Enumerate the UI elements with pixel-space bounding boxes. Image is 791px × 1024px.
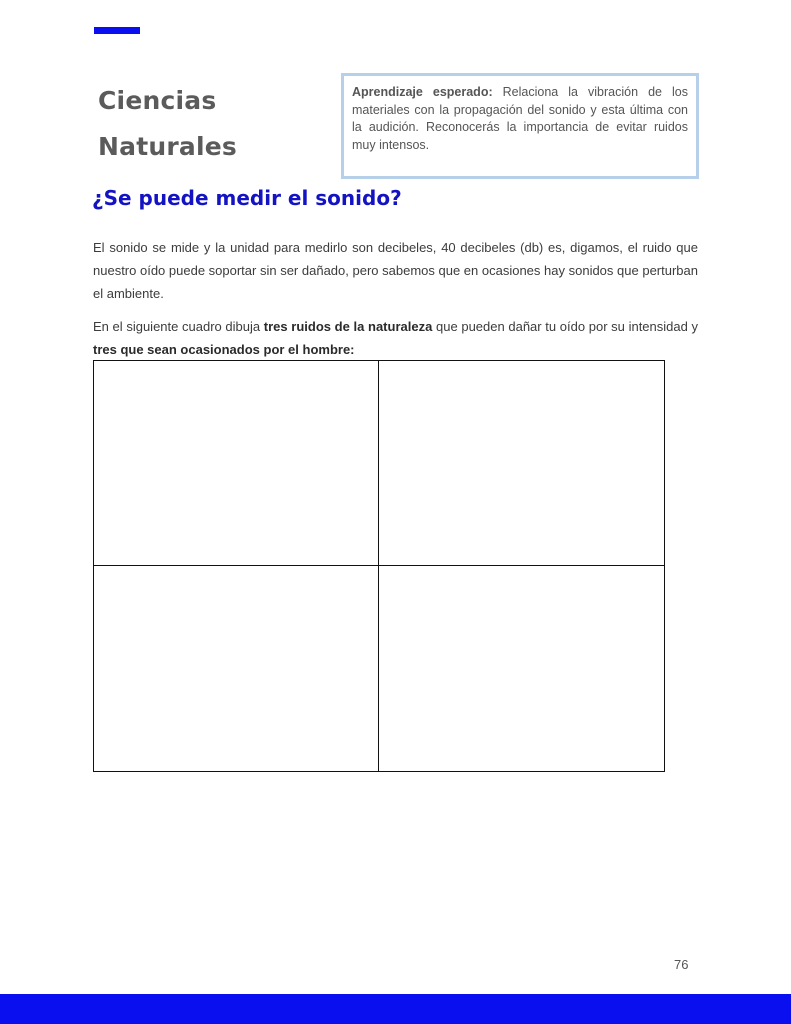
section-heading: ¿Se puede medir el sonido? <box>92 186 402 210</box>
top-accent-bar <box>94 27 140 34</box>
instruction-paragraph <box>93 315 698 361</box>
subject-title-line1: Ciencias <box>98 86 217 115</box>
instruction-bold-2: tres que sean ocasionados por el hombre: <box>93 342 355 357</box>
drawing-cell-bottom-left[interactable] <box>94 566 379 771</box>
learning-objective-label: Aprendizaje esperado: <box>352 85 493 99</box>
drawing-cell-top-right[interactable] <box>379 361 665 566</box>
intro-paragraph: El sonido se mide y la unidad para medirlo son decibeles, 40 decibeles (db) es, digamos, el ruido que nuestro oído puede soportar sin ser dañado, pero sabemos que en ocasiones hay sonidos que perturban el ambiente. <box>93 240 698 301</box>
drawing-cell-top-left[interactable] <box>94 361 379 566</box>
drawing-grid <box>93 360 665 772</box>
learning-objective-text: Relaciona la vibración de los materiales con la propagación del sonido y esta última con la audición. Reconocerás la importancia de evitar ruidos muy intensos. <box>352 85 688 152</box>
instruction-bold-1: tres ruidos de la naturaleza <box>263 319 433 334</box>
subject-title <box>98 78 318 170</box>
subject-title-line2: Naturales <box>98 132 237 161</box>
page-number: 76 <box>674 957 689 972</box>
instruction-text-1: En el siguiente cuadro dibuja <box>93 319 264 334</box>
instruction-text-2: que pueden dañar tu oído por su intensidad y <box>432 319 698 334</box>
learning-objective-box <box>341 73 699 179</box>
bottom-accent-bar <box>0 994 791 1024</box>
drawing-cell-bottom-right[interactable] <box>379 566 665 771</box>
